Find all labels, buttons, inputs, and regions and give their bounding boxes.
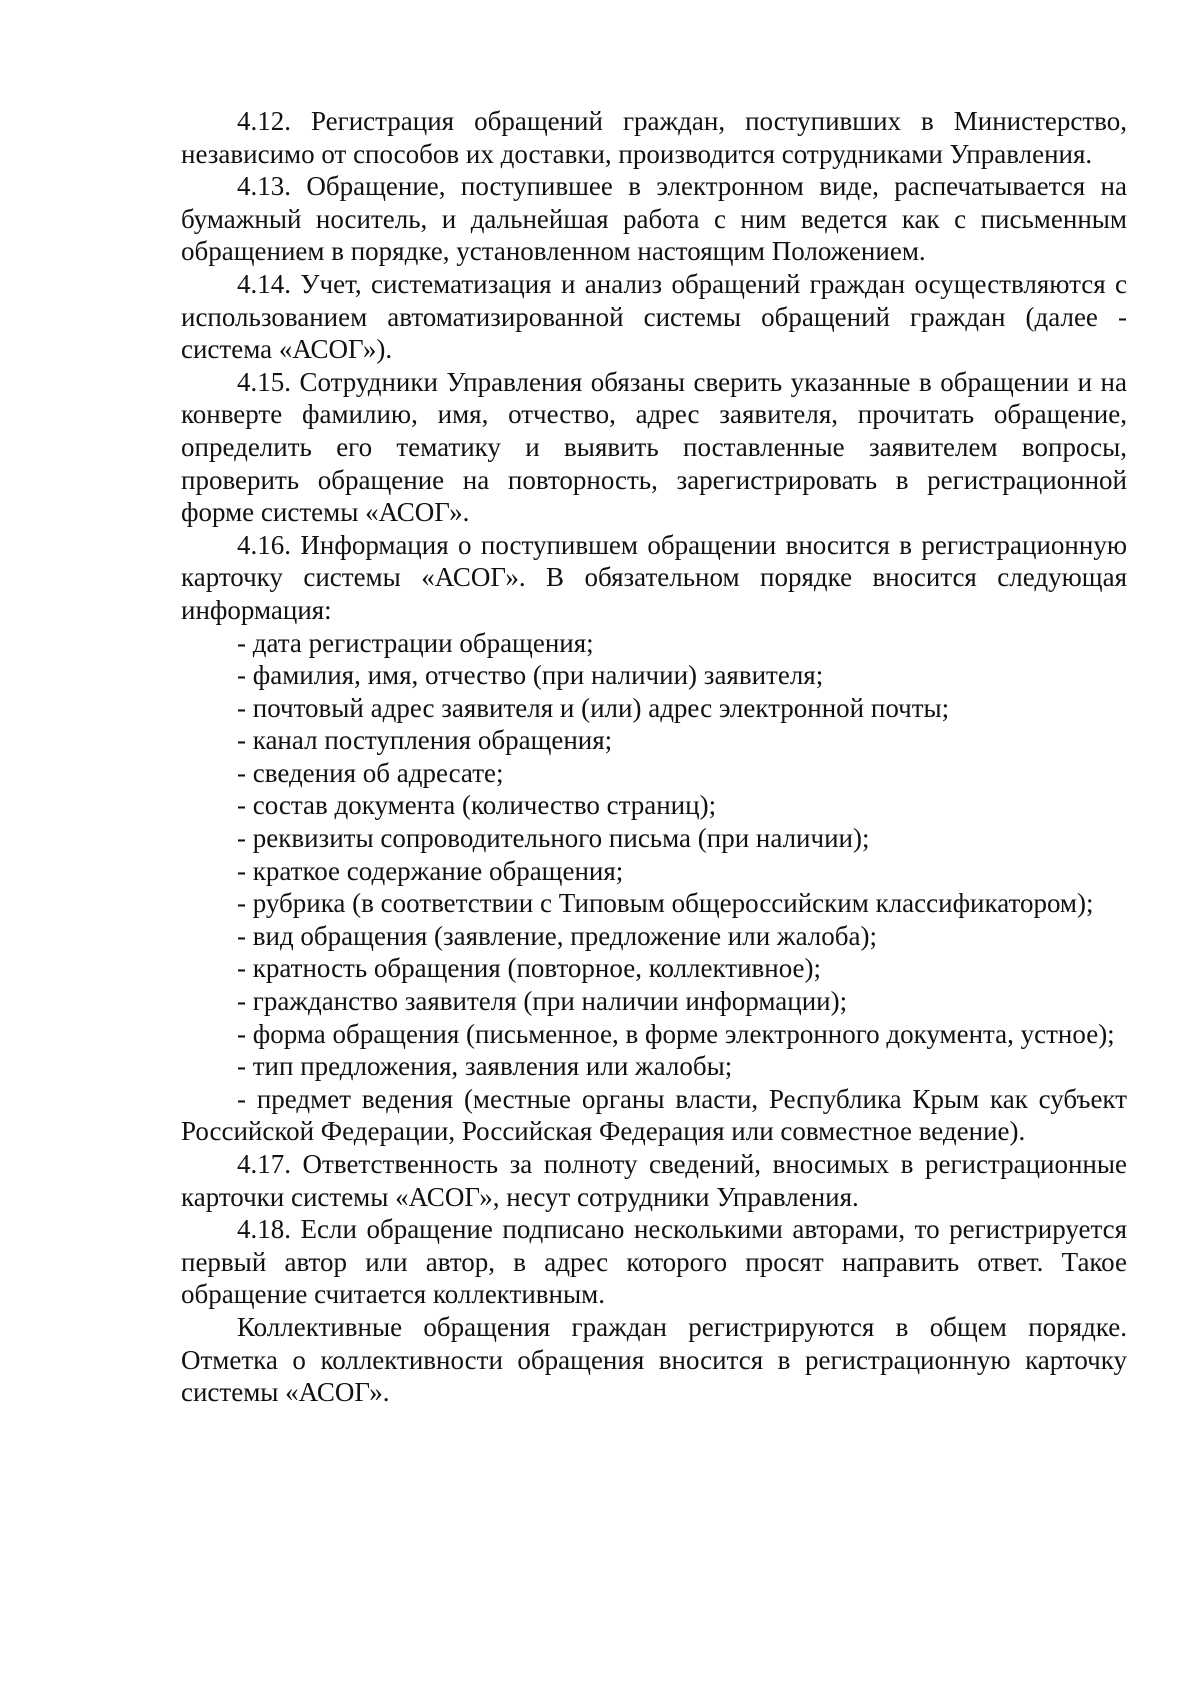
document-body bbox=[181, 105, 1127, 1409]
list-item: - сведения об адресате; bbox=[237, 757, 504, 788]
list-item: - вид обращения (заявление, предложение или жалоба); bbox=[237, 920, 877, 951]
list-item: - дата регистрации обращения; bbox=[237, 627, 594, 658]
paragraph-collective: Коллективные обращения граждан регистрируются в общем порядке. Отметка о коллективности обращения вносится в регистрационную карточку системы «АСОГ». bbox=[181, 1311, 1127, 1408]
list-item: - рубрика (в соответствии с Типовым общероссийским классификатором); bbox=[237, 888, 1094, 919]
list-item: - тип предложения, заявления или жалобы; bbox=[237, 1051, 733, 1082]
list-item: - реквизиты сопроводительного письма (при наличии); bbox=[237, 823, 870, 854]
paragraph-4-15: 4.15. Сотрудники Управления обязаны сверить указанные в обращении и на конверте фамилию, имя, отчество, адрес заявителя, прочитать обращение, определить его тематику и выявить поставленные заявителем вопросы, проверить обращение на повторность, зарегистрировать в регистрационной форме системы «АСОГ». bbox=[181, 366, 1127, 528]
paragraph-4-18: 4.18. Если обращение подписано несколькими авторами, то регистрируется первый автор или автор, в адрес которого просят направить ответ. Такое обращение считается коллективным. bbox=[181, 1214, 1127, 1310]
list-item: - состав документа (количество страниц); bbox=[237, 790, 717, 821]
list-item: - кратность обращения (повторное, коллективное); bbox=[237, 953, 822, 984]
list-item: - гражданство заявителя (при наличии информации); bbox=[237, 986, 848, 1017]
paragraph-4-12: 4.12. Регистрация обращений граждан, поступивших в Министерство, независимо от способов их доставки, производится сотрудниками Управления. bbox=[181, 106, 1127, 169]
list-item: - фамилия, имя, отчество (при наличии) заявителя; bbox=[237, 660, 824, 691]
list-item: - предмет ведения (местные органы власти, Республика Крым как субъект Российской Федерации, Российская Федерация или совместное ведение). bbox=[181, 1083, 1127, 1147]
paragraph-4-16: 4.16. Информация о поступившем обращении вносится в регистрационную карточку системы «АСОГ». В обязательном порядке вносится следующая информация: bbox=[181, 529, 1127, 625]
list-item: - форма обращения (письменное, в форме электронного документа, устное); bbox=[237, 1018, 1115, 1049]
paragraph-4-17: 4.17. Ответственность за полноту сведений, вносимых в регистрационные карточки системы «АСОГ», несут сотрудники Управления. bbox=[181, 1149, 1127, 1212]
list-item: - краткое содержание обращения; bbox=[237, 855, 624, 886]
list-item: - канал поступления обращения; bbox=[237, 725, 613, 756]
paragraph-4-13: 4.13. Обращение, поступившее в электронном виде, распечатывается на бумажный носитель, и дальнейшая работа с ним ведется как с письменным обращением в порядке, установленном настоящим Положением. bbox=[181, 171, 1127, 267]
paragraph-4-14: 4.14. Учет, систематизация и анализ обращений граждан осуществляются с использованием автоматизированной системы обращений граждан (далее - система «АСОГ»). bbox=[181, 268, 1127, 365]
list-item: - почтовый адрес заявителя и (или) адрес электронной почты; bbox=[237, 692, 950, 723]
